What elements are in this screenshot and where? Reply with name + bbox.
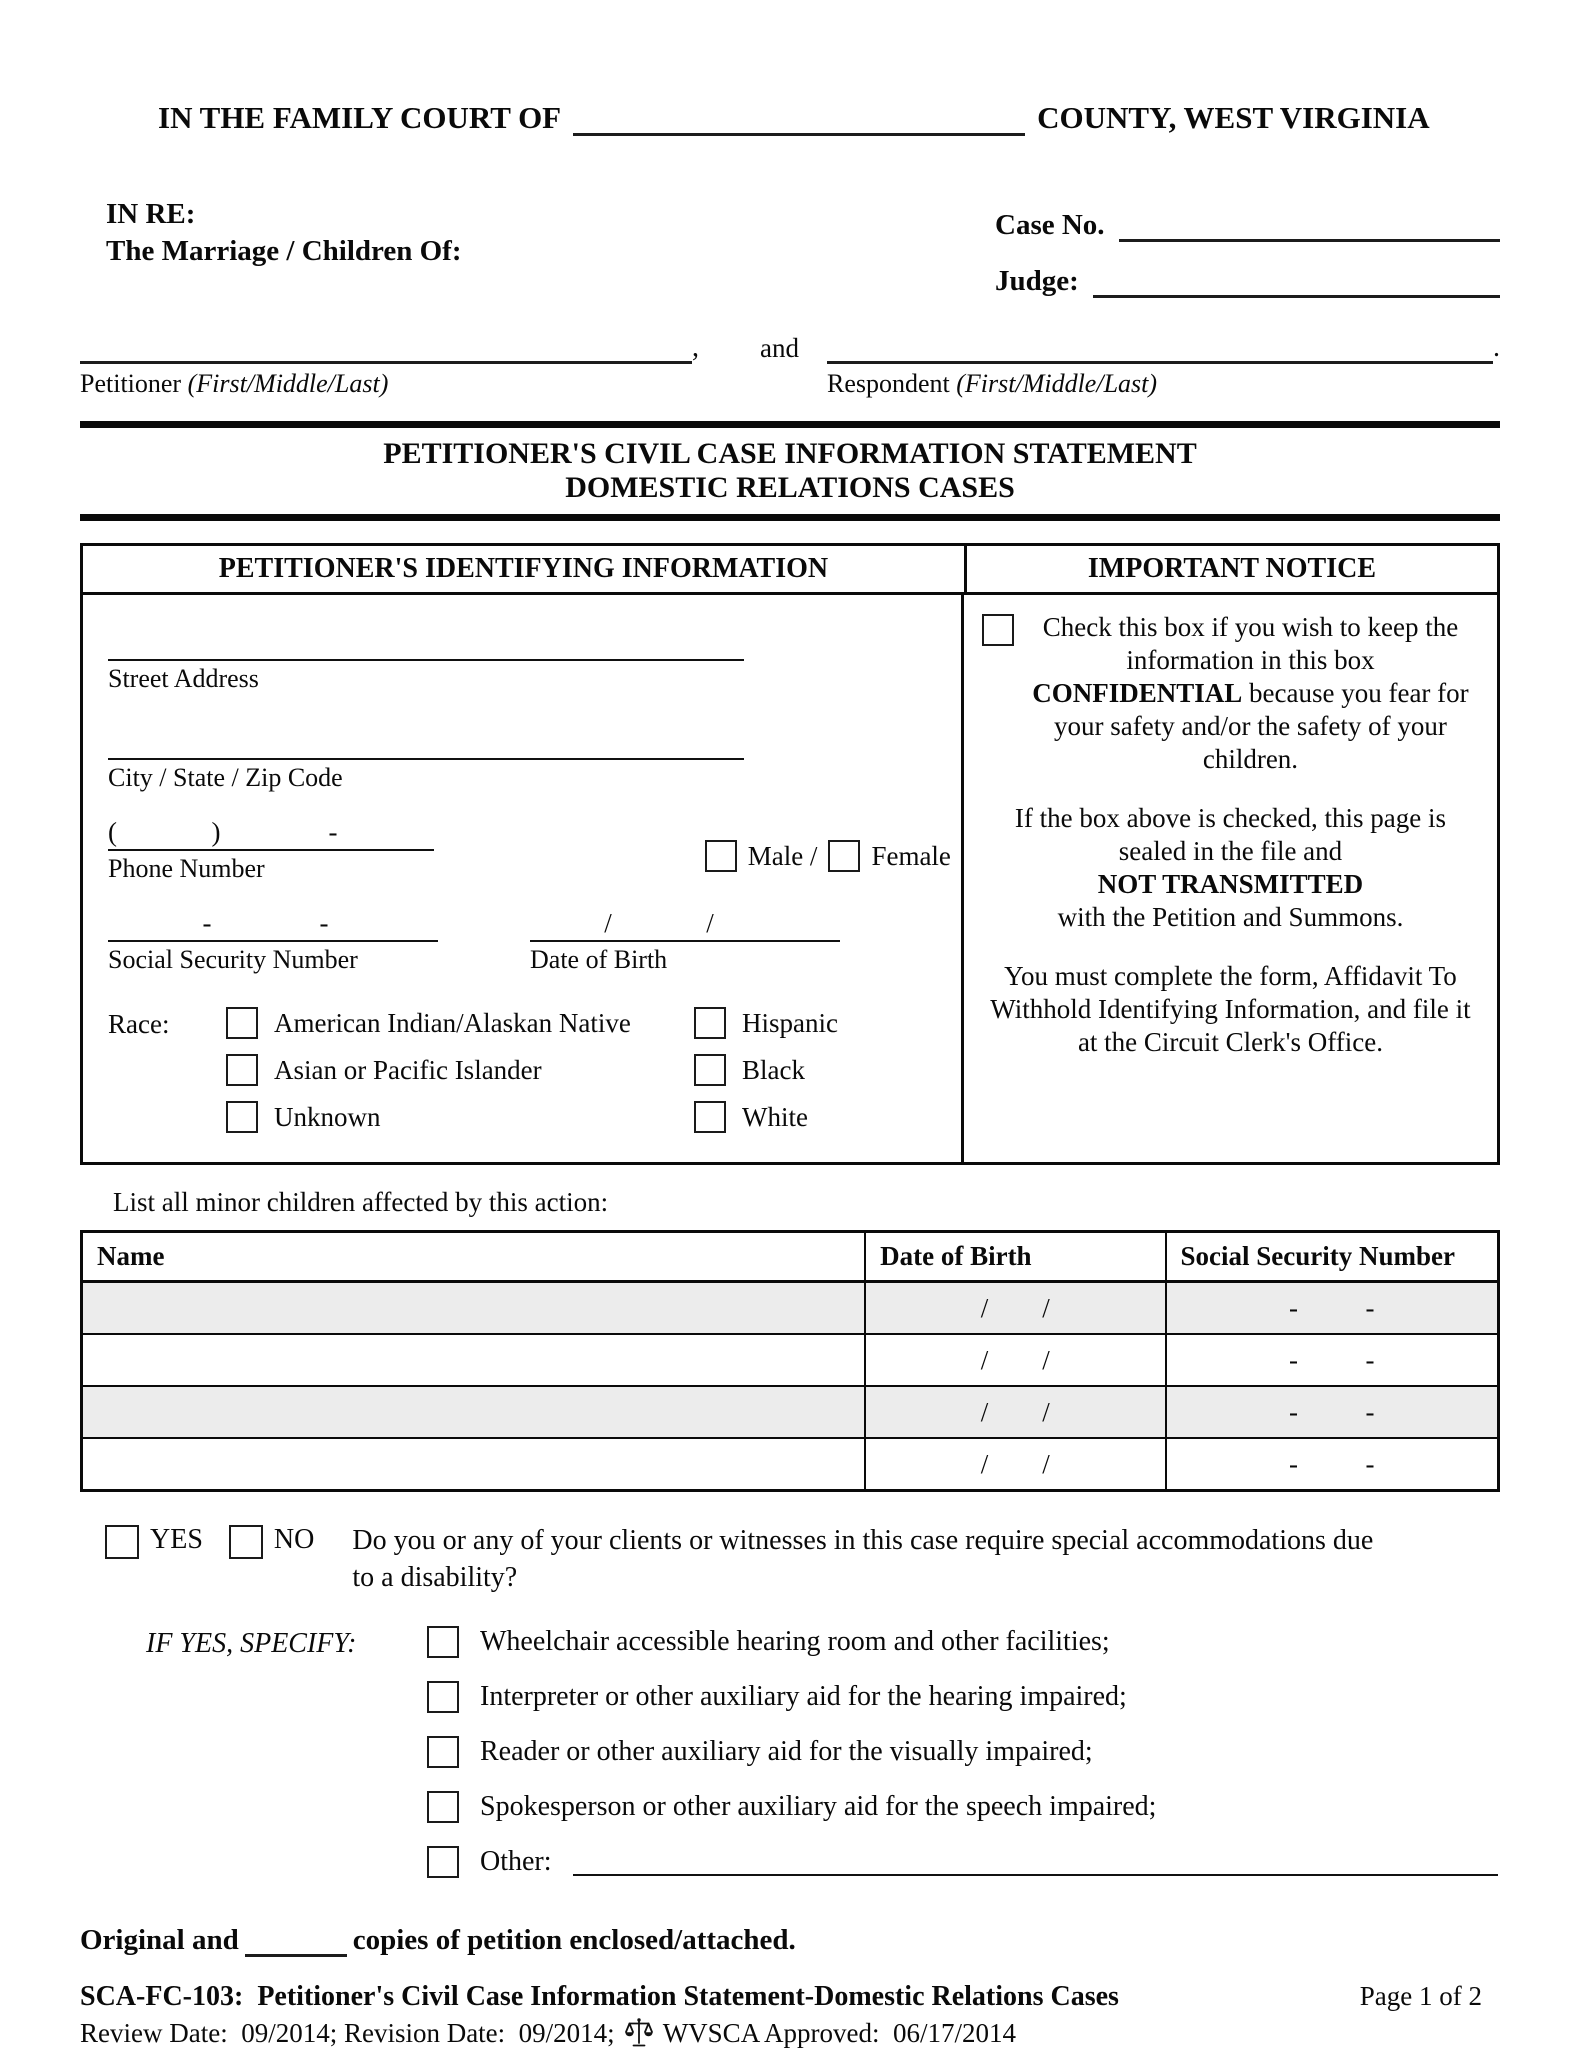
children-table-header-row	[82, 1232, 1499, 1282]
street-address-label: Street Address	[108, 664, 259, 693]
form-title	[80, 437, 1500, 505]
petitioner-label: Petitioner (First/Middle/Last)	[80, 369, 389, 398]
sex-selection	[705, 839, 951, 873]
petitioner-block	[80, 332, 728, 399]
race-option-label: White	[742, 1101, 808, 1132]
identifying-header: PETITIONER'S IDENTIFYING INFORMATION	[83, 546, 967, 592]
court-suffix-label: COUNTY, WEST VIRGINIA	[1037, 100, 1430, 135]
important-notice-header: IMPORTANT NOTICE	[1087, 553, 1377, 584]
table-row	[82, 1438, 1499, 1491]
race-checkbox-white[interactable]	[694, 1101, 726, 1133]
ssn-field[interactable]: - -	[108, 908, 438, 942]
dob-field[interactable]: / /	[530, 908, 840, 942]
period-label: .	[1493, 332, 1500, 363]
in-re-block	[80, 196, 461, 298]
and-label: and	[760, 333, 799, 363]
accommodations-question: Do you or any of your clients or witnesses in this case require special accommodations due to a disability?	[352, 1525, 1374, 1593]
dob-field-group	[530, 908, 840, 975]
footer	[80, 1981, 1500, 2048]
divider-top	[80, 421, 1500, 428]
copies-count-field[interactable]	[245, 1924, 347, 1957]
child-name-cell[interactable]	[82, 1282, 866, 1335]
child-dob-cell[interactable]: / /	[865, 1334, 1165, 1386]
table-row	[82, 1386, 1499, 1438]
specify-section	[80, 1626, 1500, 1901]
other-specify-field[interactable]	[573, 1848, 1498, 1876]
child-dob-cell[interactable]: / /	[865, 1386, 1165, 1438]
accommodation-option-label: Reader or other auxiliary aid for the visually impaired;	[480, 1736, 1093, 1767]
scales-of-justice-icon	[623, 2017, 655, 2048]
female-label: Female	[871, 840, 951, 871]
court-heading	[80, 96, 1500, 136]
original-suffix-label: copies of petition enclosed/attached.	[352, 1924, 796, 1956]
form-title-line1: PETITIONER'S CIVIL CASE INFORMATION STATEMENT	[383, 437, 1197, 470]
child-dob-cell[interactable]: / /	[865, 1282, 1165, 1335]
dob-label: Date of Birth	[530, 945, 668, 974]
page-number-label: Page 1 of 2	[1359, 1981, 1482, 2011]
respondent-block	[827, 332, 1500, 399]
race-option-label: Hispanic	[742, 1007, 838, 1038]
notice-paragraph-2: If the box above is checked, this page is sealed in the file and NOT TRANSMITTED with the Petition and Summons.	[1014, 803, 1447, 932]
judge-label: Judge:	[995, 265, 1079, 297]
street-address-field[interactable]	[108, 627, 744, 661]
yes-checkbox[interactable]	[105, 1525, 139, 1559]
children-header-dob: Date of Birth	[865, 1232, 1165, 1282]
approved-date-label: WVSCA Approved: 06/17/2014	[662, 2017, 1016, 2048]
male-checkbox[interactable]	[705, 840, 737, 872]
race-option-label: American Indian/Alaskan Native	[274, 1007, 631, 1038]
county-name-field[interactable]	[573, 99, 1025, 136]
original-prefix-label: Original and	[80, 1924, 239, 1956]
ssn-label: Social Security Number	[108, 945, 358, 974]
case-number-block	[995, 202, 1500, 298]
phone-number-label: Phone Number	[108, 854, 265, 883]
ssn-field-group	[108, 908, 438, 975]
if-yes-specify-label: IF YES, SPECIFY:	[146, 1628, 357, 1659]
city-state-zip-field[interactable]	[108, 726, 744, 760]
comma-label: ,	[692, 332, 699, 363]
child-name-cell[interactable]	[82, 1438, 866, 1491]
child-name-cell[interactable]	[82, 1334, 866, 1386]
accommodation-checkbox-other[interactable]	[427, 1846, 459, 1878]
race-label: Race:	[108, 1009, 170, 1039]
accommodation-checkbox-interpreter[interactable]	[427, 1681, 459, 1713]
marriage-children-label: The Marriage / Children Of:	[106, 235, 462, 267]
accommodation-option-label: Spokesperson or other auxiliary aid for the speech impaired;	[480, 1791, 1157, 1822]
race-checkbox-asian-pacific[interactable]	[226, 1054, 258, 1086]
yes-label: YES	[150, 1524, 203, 1555]
phone-field-group	[108, 817, 434, 884]
form-name-label: Petitioner's Civil Case Information Statement-Domestic Relations Cases	[257, 1981, 1119, 2012]
accommodation-checkbox-reader[interactable]	[427, 1736, 459, 1768]
form-id-label: SCA-FC-103:	[80, 1981, 244, 2012]
child-name-cell[interactable]	[82, 1386, 866, 1438]
race-option-label: Unknown	[274, 1101, 381, 1132]
child-ssn-cell[interactable]: - -	[1166, 1282, 1499, 1335]
identifying-section	[83, 595, 964, 1162]
race-checkbox-hispanic[interactable]	[694, 1007, 726, 1039]
divider-under-title	[80, 514, 1500, 521]
race-section	[108, 1007, 961, 1148]
confidential-checkbox[interactable]	[982, 614, 1014, 646]
race-checkbox-black[interactable]	[694, 1054, 726, 1086]
female-checkbox[interactable]	[828, 840, 860, 872]
no-label: NO	[273, 1524, 315, 1555]
city-state-zip-label: City / State / Zip Code	[108, 763, 343, 792]
petitioner-name-field[interactable]	[80, 331, 692, 364]
race-option-label: Black	[742, 1054, 805, 1085]
case-no-field[interactable]	[1119, 207, 1500, 242]
child-ssn-cell[interactable]: - -	[1166, 1386, 1499, 1438]
accommodations-question-row	[80, 1522, 1500, 1596]
case-no-label: Case No.	[995, 209, 1105, 241]
original-copies-line	[80, 1919, 1500, 1957]
accommodation-option-label: Interpreter or other auxiliary aid for the hearing impaired;	[480, 1681, 1127, 1712]
children-header-name: Name	[82, 1232, 866, 1282]
parties-row	[80, 332, 1500, 399]
children-intro-label: List all minor children affected by this action:	[113, 1187, 609, 1217]
identifying-notice-box	[80, 543, 1500, 1165]
child-ssn-cell[interactable]: - -	[1166, 1334, 1499, 1386]
no-checkbox[interactable]	[229, 1525, 263, 1559]
male-label: Male /	[747, 840, 818, 871]
race-checkbox-unknown[interactable]	[226, 1101, 258, 1133]
race-option-label: Asian or Pacific Islander	[274, 1054, 542, 1085]
notice-paragraph-1: Check this box if you wish to keep the information in this box CONFIDENTIAL because you fear for your safety and/or the safety of your children.	[1032, 612, 1469, 774]
race-checkbox-american-indian[interactable]	[226, 1007, 258, 1039]
child-ssn-cell[interactable]: - -	[1289, 1448, 1375, 1479]
accommodation-checkbox-spokesperson[interactable]	[427, 1791, 459, 1823]
other-label: Other:	[480, 1846, 552, 1877]
children-table	[80, 1230, 1500, 1492]
accommodation-checkbox-wheelchair[interactable]	[427, 1626, 459, 1658]
child-dob-cell[interactable]: / /	[865, 1438, 1165, 1491]
case-header-row	[80, 196, 1500, 298]
children-header-ssn: Social Security Number	[1166, 1232, 1499, 1282]
respondent-name-field[interactable]	[827, 331, 1493, 364]
table-row	[82, 1282, 1499, 1335]
judge-field[interactable]	[1093, 263, 1500, 298]
court-prefix-label: IN THE FAMILY COURT OF	[158, 100, 562, 135]
notice-paragraph-3: You must complete the form, Affidavit To Withhold Identifying Information, and file it at the Circuit Clerk's Office.	[990, 961, 1471, 1057]
accommodation-option-label: Wheelchair accessible hearing room and other facilities;	[480, 1626, 1110, 1657]
important-notice-section	[964, 595, 1497, 1162]
form-title-line2: DOMESTIC RELATIONS CASES	[565, 471, 1015, 504]
review-date-label: Review Date: 09/2014; Revision Date: 09/2014;	[80, 2017, 615, 2048]
in-re-label: IN RE:	[106, 198, 196, 230]
phone-number-field[interactable]: ( ) -	[108, 817, 434, 851]
table-row	[82, 1334, 1499, 1386]
respondent-label: Respondent (First/Middle/Last)	[826, 369, 1158, 398]
